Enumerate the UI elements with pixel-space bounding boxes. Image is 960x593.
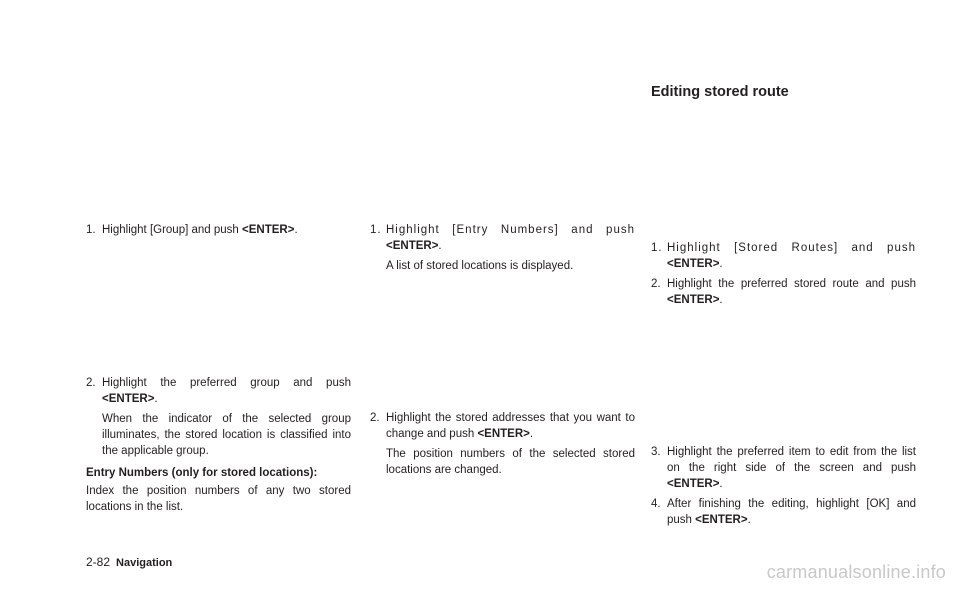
enter-key-label: <ENTER> [477,428,530,440]
body-paragraph: Index the position numbers of any two stored locations in the list. [86,485,351,513]
page-footer [86,554,172,571]
step-text: Highlight [Stored Routes] and push [667,242,916,254]
step-tail: . [747,514,751,526]
enter-key-label: <ENTER> [667,258,720,270]
step-text: Highlight the stored addresses that you want to change and push [386,412,635,440]
enter-key-label: <ENTER> [695,514,748,526]
step-preferred-route [651,276,916,308]
step-tail: . [719,258,724,270]
step-tail: . [154,393,158,405]
step-number: 4. [651,498,661,510]
step-number: 3. [651,446,661,458]
step-preferred-group [86,375,351,407]
column-3 [651,240,916,312]
column-3-lower [651,444,916,532]
column-2-lower [370,410,635,482]
enter-key-label: <ENTER> [386,240,439,252]
step-number: 1. [86,224,96,236]
step-text: Highlight [Entry Numbers] and push [386,224,635,236]
step-number: 1. [370,224,382,236]
step-tail: . [438,240,443,252]
step-number: 2. [651,278,661,290]
step-text: After finishing the editing, highlight [OK] and push [667,498,916,526]
step-number: 2. [370,412,380,424]
step-text: Highlight the preferred stored route and push [667,278,916,290]
enter-key-label: <ENTER> [667,478,720,490]
step-entry-numbers [370,222,635,254]
step-tail: . [719,478,723,490]
step-tail: . [719,294,723,306]
step-note: A list of stored locations is displayed. [386,260,574,272]
section-heading: Editing stored route [651,84,789,100]
step-text: Highlight [Group] and push [102,224,239,236]
step-text: Highlight the preferred group and push [102,377,351,389]
page-number: 2-82 [86,555,111,569]
step-text: Highlight the preferred item to edit from the list on the right side of the screen and push [667,446,916,474]
step-edit-item [651,444,916,492]
step-number: 2. [86,377,96,389]
enter-key-label: <ENTER> [667,294,720,306]
enter-key-label: <ENTER> [242,224,295,236]
step-stored-addresses [370,410,635,442]
column-1 [86,222,351,242]
step-tail: . [294,224,298,236]
enter-key-label: <ENTER> [102,393,155,405]
step-number: 1. [651,242,663,254]
step-note: The position numbers of the selected stored locations are changed. [386,448,635,476]
subsection-heading: Entry Numbers (only for stored locations): [86,467,318,479]
step-stored-routes [651,240,916,272]
step-finish-editing [651,496,916,528]
watermark: carmanualsonline.info [766,562,946,582]
column-2 [370,222,635,278]
section-label: Navigation [116,557,173,569]
step-note: When the indicator of the selected group illuminates, the stored location is classified into the applicable group. [102,413,351,457]
step-tail: . [529,428,534,440]
column-1-lower [86,375,351,515]
step-group [86,222,351,238]
